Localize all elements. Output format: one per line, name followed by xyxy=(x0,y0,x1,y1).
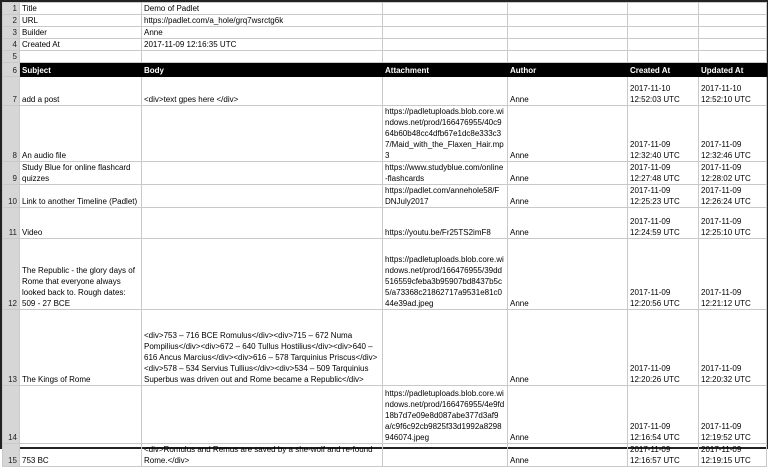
empty-cell[interactable] xyxy=(628,51,699,63)
cell-attachment[interactable] xyxy=(383,310,508,386)
column-header-updated-at[interactable]: Updated At xyxy=(699,63,767,77)
cell-subject[interactable]: Video xyxy=(20,208,142,239)
meta-row xyxy=(3,15,767,27)
cell-subject[interactable]: add a post xyxy=(20,77,142,106)
empty-cell[interactable] xyxy=(383,3,508,15)
empty-cell[interactable] xyxy=(628,15,699,27)
empty-cell[interactable] xyxy=(628,39,699,51)
empty-cell[interactable] xyxy=(383,39,508,51)
post-row xyxy=(3,310,767,386)
cell-author[interactable]: Anne xyxy=(508,310,628,386)
blank-row xyxy=(3,51,767,63)
empty-cell[interactable] xyxy=(508,15,628,27)
cell-attachment[interactable] xyxy=(383,77,508,106)
cell-created-at[interactable]: 2017-11-09 12:16:54 UTC xyxy=(628,386,699,444)
empty-cell[interactable] xyxy=(699,39,767,51)
row-number[interactable]: 6 xyxy=(3,63,20,77)
cell-subject[interactable]: An audio file xyxy=(20,106,142,162)
empty-cell[interactable] xyxy=(699,15,767,27)
cell-created-at[interactable]: 2017-11-09 12:25:23 UTC xyxy=(628,185,699,208)
cell-author[interactable]: Anne xyxy=(508,444,628,467)
empty-cell[interactable] xyxy=(699,3,767,15)
cell-attachment[interactable]: https://padletuploads.blob.core.windows.net/prod/166476955/39dd516559cfeba3b95907bd8437b5c5/a73368c21862717a9531e81c044e39ad.jpeg xyxy=(383,239,508,310)
column-header-author[interactable]: Author xyxy=(508,63,628,77)
column-header-body[interactable]: Body xyxy=(142,63,383,77)
cell-updated-at[interactable]: 2017-11-10 12:52:10 UTC xyxy=(699,77,767,106)
cell-body[interactable] xyxy=(142,162,383,185)
row-number[interactable]: 1 xyxy=(3,3,20,15)
padlet-export-sheet xyxy=(2,2,767,467)
post-row xyxy=(3,239,767,310)
column-header-created-at[interactable]: Created At xyxy=(628,63,699,77)
meta-value[interactable]: https://padlet.com/a_hole/grq7wsrctg6k xyxy=(142,15,383,27)
empty-cell[interactable] xyxy=(142,51,383,63)
cell-attachment[interactable]: https://padletuploads.blob.core.windows.net/prod/166476955/40c964b60b48cc4dfb67e1dc8e333c37/Maid_with_the_Flaxen_Hair.mp3 xyxy=(383,106,508,162)
row-number[interactable]: 13 xyxy=(3,310,20,386)
cell-author[interactable]: Anne xyxy=(508,106,628,162)
cell-created-at[interactable]: 2017-11-09 12:24:59 UTC xyxy=(628,208,699,239)
cell-created-at[interactable]: 2017-11-09 12:27:48 UTC xyxy=(628,162,699,185)
cell-attachment[interactable]: https://www.studyblue.com/online-flashcards xyxy=(383,162,508,185)
empty-cell[interactable] xyxy=(508,27,628,39)
row-number[interactable]: 8 xyxy=(3,106,20,162)
row-number[interactable]: 14 xyxy=(3,386,20,444)
empty-cell[interactable] xyxy=(508,39,628,51)
meta-value[interactable]: Anne xyxy=(142,27,383,39)
cell-subject[interactable]: The Kings of Rome xyxy=(20,310,142,386)
cell-body[interactable] xyxy=(142,208,383,239)
row-number[interactable]: 3 xyxy=(3,27,20,39)
cell-body[interactable] xyxy=(142,239,383,310)
cell-attachment[interactable] xyxy=(383,444,508,467)
cell-attachment[interactable]: https://padlet.com/annehole58/FDNJuly2017 xyxy=(383,185,508,208)
post-row xyxy=(3,208,767,239)
row-number[interactable]: 7 xyxy=(3,77,20,106)
cell-updated-at[interactable]: 2017-11-09 12:20:32 UTC xyxy=(699,310,767,386)
cell-updated-at[interactable]: 2017-11-09 12:19:15 UTC xyxy=(699,444,767,467)
meta-label[interactable]: Created At xyxy=(20,39,142,51)
cell-subject[interactable] xyxy=(20,386,142,444)
cell-attachment[interactable]: https://padletuploads.blob.core.windows.net/prod/166476955/4e9fd18b7d7e09e8d087abe377d3af9a/c9f6c92cb9825f33d1992a8298946074.jpeg xyxy=(383,386,508,444)
empty-cell[interactable] xyxy=(383,15,508,27)
meta-value[interactable]: 2017-11-09 12:16:35 UTC xyxy=(142,39,383,51)
cell-body[interactable]: <div>753 – 716 BCE Romulus</div><div>715 – 672 Numa Pompilius</div><div>672 – 640 Tullus Hostilius</div><div>640 – 616 Ancus Marcius</div><div>616 – 578 Tarquinius Priscus</div><div>578 – 534 Servius Tullius</div><div>534 – 509 Tarquinius Superbus was driven out and Rome became a Republic</div> xyxy=(142,310,383,386)
cell-subject[interactable]: Study Blue for online flashcard quizzes xyxy=(20,162,142,185)
cell-author[interactable]: Anne xyxy=(508,386,628,444)
meta-label[interactable]: Title xyxy=(20,3,142,15)
row-number[interactable]: 2 xyxy=(3,15,20,27)
cell-subject[interactable]: 753 BC xyxy=(20,444,142,467)
cell-updated-at[interactable]: 2017-11-09 12:32:46 UTC xyxy=(699,106,767,162)
empty-cell[interactable] xyxy=(383,27,508,39)
cell-subject[interactable]: Link to another Timeline (Padlet) xyxy=(20,185,142,208)
meta-row xyxy=(3,27,767,39)
row-number[interactable]: 9 xyxy=(3,162,20,185)
empty-cell[interactable] xyxy=(20,51,142,63)
cell-updated-at[interactable]: 2017-11-09 12:19:52 UTC xyxy=(699,386,767,444)
empty-cell[interactable] xyxy=(508,3,628,15)
meta-row xyxy=(3,3,767,15)
cell-updated-at[interactable]: 2017-11-09 12:26:24 UTC xyxy=(699,185,767,208)
cell-author[interactable]: Anne xyxy=(508,162,628,185)
post-row xyxy=(3,162,767,185)
cell-created-at[interactable]: 2017-11-09 12:16:57 UTC xyxy=(628,444,699,467)
empty-cell[interactable] xyxy=(508,51,628,63)
empty-cell[interactable] xyxy=(628,27,699,39)
cell-created-at[interactable]: 2017-11-09 12:20:56 UTC xyxy=(628,239,699,310)
cell-body[interactable]: <div>text gpes here </div> xyxy=(142,77,383,106)
cell-created-at[interactable]: 2017-11-10 12:52:03 UTC xyxy=(628,77,699,106)
cell-updated-at[interactable]: 2017-11-09 12:28:02 UTC xyxy=(699,162,767,185)
row-number[interactable]: 15 xyxy=(3,444,20,467)
row-number[interactable]: 12 xyxy=(3,239,20,310)
empty-cell[interactable] xyxy=(699,27,767,39)
post-row xyxy=(3,386,767,444)
cell-author[interactable]: Anne xyxy=(508,239,628,310)
post-row xyxy=(3,185,767,208)
post-row xyxy=(3,77,767,106)
column-header-subject[interactable]: Subject xyxy=(20,63,142,77)
row-number[interactable]: 10 xyxy=(3,185,20,208)
column-header-attachment[interactable]: Attachment xyxy=(383,63,508,77)
row-number[interactable]: 11 xyxy=(3,208,20,239)
cell-updated-at[interactable]: 2017-11-09 12:25:10 UTC xyxy=(699,208,767,239)
empty-cell[interactable] xyxy=(628,3,699,15)
header-row xyxy=(3,63,767,77)
cell-body[interactable] xyxy=(142,386,383,444)
cell-created-at[interactable]: 2017-11-09 12:32:40 UTC xyxy=(628,106,699,162)
empty-cell[interactable] xyxy=(699,51,767,63)
cell-body[interactable]: <div>Romulus and Remus are saved by a she-wolf and re-found Rome.</div> xyxy=(142,444,383,467)
row-number[interactable]: 4 xyxy=(3,39,20,51)
meta-row xyxy=(3,39,767,51)
cell-created-at[interactable]: 2017-11-09 12:20:26 UTC xyxy=(628,310,699,386)
cell-body[interactable] xyxy=(142,185,383,208)
empty-cell[interactable] xyxy=(383,51,508,63)
cell-subject[interactable]: The Republic - the glory days of Rome that everyone always looked back to. Rough dates: 509 - 27 BCE xyxy=(20,239,142,310)
row-number[interactable]: 5 xyxy=(3,51,20,63)
post-row xyxy=(3,106,767,162)
cell-author[interactable]: Anne xyxy=(508,77,628,106)
meta-label[interactable]: URL xyxy=(20,15,142,27)
post-row xyxy=(3,444,767,467)
cell-updated-at[interactable]: 2017-11-09 12:21:12 UTC xyxy=(699,239,767,310)
cell-body[interactable] xyxy=(142,106,383,162)
cell-author[interactable]: Anne xyxy=(508,185,628,208)
cell-author[interactable]: Anne xyxy=(508,208,628,239)
cell-attachment[interactable]: https://youtu.be/Fr25TS2imF8 xyxy=(383,208,508,239)
meta-label[interactable]: Builder xyxy=(20,27,142,39)
meta-value[interactable]: Demo of Padlet xyxy=(142,3,383,15)
